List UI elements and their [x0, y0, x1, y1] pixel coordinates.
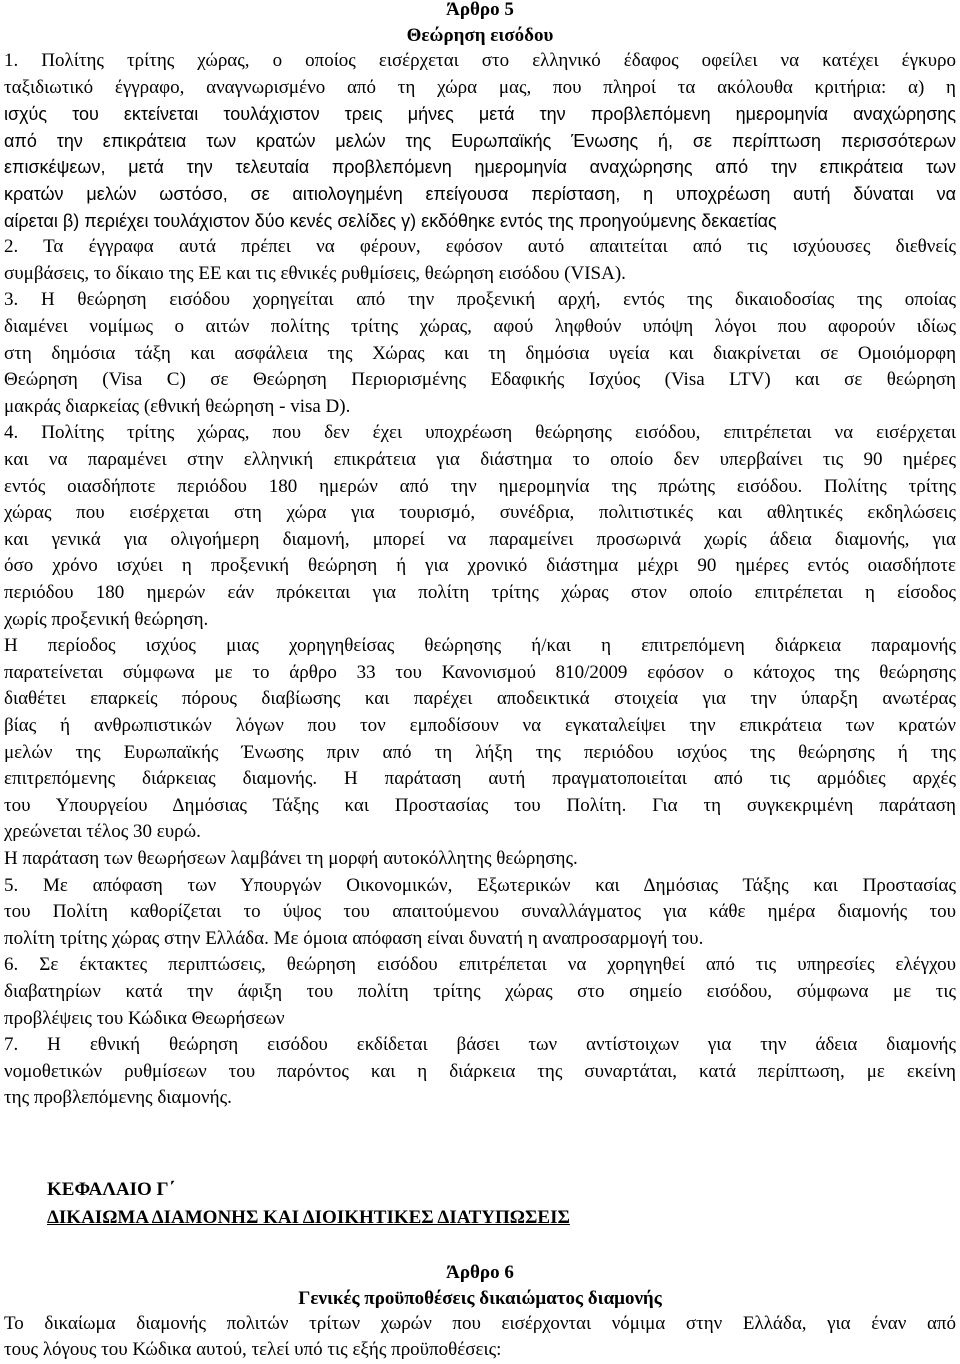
article-5-line: παρατείνεται σύμφωνα με το άρθρο 33 του Κανονισμού 810/2009 εφόσον ο κάτοχος της θεώρησης — [4, 661, 956, 683]
article-5-line: πολίτη τρίτης χώρας στην Ελλάδα. Με όμοια απόφαση είναι δυνατή η αναπροσαρμογή του. — [4, 927, 704, 949]
article-5-line: ταξιδιωτικό έγγραφο, αναγνωρισμένο από τη χώρα μας, που πληροί τα ακόλουθα κριτήρια: α) η — [4, 76, 956, 98]
article-5-line: μελών της Ευρωπαϊκής Ένωσης πριν από τη λήξη της περιόδου ισχύος της θεώρησης ή της — [4, 741, 956, 763]
article-5-line: περιόδου 180 ημερών εάν πρόκειται για πολίτη τρίτης χώρας στον οποίο επιτρέπεται η είσοδος — [4, 582, 956, 603]
article-5-line: διαβατηρίων κατά την άφιξη του πολίτη τρίτης χώρας στο σημείο εισόδου, σύμφωνα με τις — [4, 981, 956, 1002]
article-5-line: προβλέψεις του Κώδικα Θεωρήσεων — [4, 1007, 285, 1029]
chapter-number: ΚΕΦΑΛΑΙΟ Γ΄ — [47, 1179, 175, 1200]
article-5-line: κρατών μελών ωστόσο, σε αιτιολογημένη επείγουσα περίσταση, η υποχρέωση αυτή δύναται να — [4, 184, 956, 204]
article-5-line: Θεώρηση (Visa C) σε Θεώρηση Περιορισμένης Εδαφικής Ισχύος (Visa LTV) και σε θεώρηση — [4, 369, 956, 391]
article-5-line: επισκέψεων, μετά την τελευταία προβλεπόμενη ημερομηνία αναχώρησης από την επικράτεια των — [4, 157, 956, 178]
article-5-line: 5. Με απόφαση των Υπουργών Οικονομικών, Εξωτερικών και Δημόσιας Τάξης και Προστασίας — [4, 874, 956, 896]
article-5-line: και γενικά για ολιγοήμερη διαμονή, μπορεί να παραμείνει προσωρινά χωρίς άδεια διαμονής, για — [4, 528, 956, 550]
article-5-line: 7. Η εθνική θεώρηση εισόδου εκδίδεται βάσει των αντίστοιχων για την άδεια διαμονής — [4, 1034, 956, 1056]
article-5-line: ισχύς του εκτείνεται τουλάχιστον τρεις μήνες μετά την προβλεπόμενη ημερομηνία αναχώρησης — [4, 104, 956, 125]
article-6-line: τους λόγους του Κώδικα αυτού, τελεί υπό τις εξής προϋποθέσεις: — [4, 1339, 502, 1360]
article-5-line: νομοθετικών ρυθμίσεων του παρόντος και η διάρκεια της συναρτάται, κατά περίπτωση, με εκείνη — [4, 1060, 956, 1082]
article-5-line: βίας ή ανθρωπιστικών λόγων που τον εμποδίσουν να εγκαταλείψει την επικράτεια των κρατών — [4, 715, 956, 736]
article-5-line: διαμένει νομίμως ο αιτών πολίτης τρίτης χώρας, αφού ληφθούν υπόψη λόγοι που αφορούν ιδίως — [4, 316, 956, 337]
article-5-line: μακράς διαρκείας (εθνική θεώρηση - visa D). — [4, 395, 351, 417]
article-6-title: Άρθρο 6 — [446, 1262, 514, 1283]
article-5-line: εντός οιασδήποτε περιόδου 180 ημερών από την ημερομηνία της πρώτης εισόδου. Πολίτης τρίτης — [4, 475, 956, 497]
article-5-line: συμβάσεις, το δίκαιο της ΕΕ και τις εθνικές ρυθμίσεις, θεώρηση εισόδου (VISA). — [4, 262, 626, 284]
article-5-line: 4. Πολίτης τρίτης χώρας, που δεν έχει υποχρέωση θεώρησης εισόδου, επιτρέπεται να εισέρχεται — [4, 422, 956, 444]
article-5-title: Άρθρο 5 — [446, 0, 514, 20]
article-5-line: χώρας που εισέρχεται στη χώρα για τουρισμό, συνέδρια, πολιτιστικές και αθλητικές εκδηλώσεις — [4, 502, 956, 524]
article-5-line: 1. Πολίτης τρίτης χώρας, ο οποίος εισέρχεται στο ελληνικό έδαφος οφείλει να κατέχει έγκυρο — [4, 50, 956, 71]
article-5-line: και να παραμένει στην ελληνική επικράτεια για διάστημα το οποίο δεν υπερβαίνει τις 90 ημέρες — [4, 449, 956, 470]
article-5-line: του Πολίτη καθορίζεται το ύψος του απαιτούμενου συναλλάγματος για κάθε ημέρα διαμονής του — [4, 901, 956, 923]
article-5-line: 3. Η θεώρηση εισόδου χορηγείται από την προξενική αρχή, εντός της δικαιοδοσίας της οποίας — [4, 289, 956, 311]
article-5-line: αίρεται β) περιέχει τουλάχιστον δύο κενές σελίδες γ) εκδόθηκε εντός της προηγούμενης δεκαετίας — [4, 210, 777, 231]
chapter-title: ΔΙΚΑΙΩΜΑ ΔΙΑΜΟΝΗΣ ΚΑΙ ΔΙΟΙΚΗΤΙΚΕΣ ΔΙΑΤΥΠΩΣΕΙΣ — [47, 1207, 570, 1228]
article-5-line: επιτρεπόμενης διάρκειας διαμονής. Η παράταση αυτή πραγματοποιείται από τις αρμόδιες αρχές — [4, 768, 956, 790]
article-5-line: από την επικράτεια των κρατών μελών της Ευρωπαϊκής Ένωσης ή, σε περίπτωση περισσότερων — [4, 130, 956, 151]
article-5-line: Η παράταση των θεωρήσεων λαμβάνει τη μορφή αυτοκόλλητης θεώρησης. — [4, 848, 578, 869]
article-5-line: όσο χρόνο ισχύει η προξενική θεώρηση ή για χρονικό διάστημα μέχρι 90 ημέρες εντός οιασδήποτε — [4, 555, 956, 577]
article-5-line: χωρίς προξενική θεώρηση. — [4, 608, 209, 630]
article-5-line: 2. Τα έγγραφα αυτά πρέπει να φέρουν, εφόσον αυτό απαιτείται από τις ισχύουσες διεθνείς — [4, 236, 956, 258]
article-5-line: της προβλεπόμενης διαμονής. — [4, 1087, 232, 1109]
article-5-line: χρεώνεται τέλος 30 ευρώ. — [4, 821, 201, 843]
article-5-line: στη δημόσια τάξη και ασφάλεια της Χώρας και τη δημόσια υγεία και διακρίνεται σε Ομοιόμορφη — [4, 342, 956, 364]
article-6-line: Το δικαίωμα διαμονής πολιτών τρίτων χωρών που εισέρχονται νόμιμα στην Ελλάδα, για έναν από — [4, 1313, 956, 1334]
article-5-line: του Υπουργείου Δημόσιας Τάξης και Προστασίας του Πολίτη. Για τη συγκεκριμένη παράταση — [4, 794, 956, 816]
article-5-line: Η περίοδος ισχύος μιας χορηγηθείσας θεώρησης ή/και η επιτρεπόμενη διάρκεια παραμονής — [4, 635, 956, 657]
article-6-subtitle: Γενικές προϋποθέσεις δικαιώματος διαμονής — [298, 1288, 662, 1309]
article-5-subtitle: Θεώρηση εισόδου — [406, 25, 554, 46]
article-5-line: 6. Σε έκτακτες περιπτώσεις, θεώρηση εισόδου επιτρέπεται να χορηγηθεί από τις υπηρεσίες ελέγχου — [4, 954, 956, 976]
article-5-line: διαθέτει επαρκείς πόρους διαβίωσης και παρέχει αποδεικτικά στοιχεία για την ύπαρξη ανωτέρας — [4, 688, 956, 710]
